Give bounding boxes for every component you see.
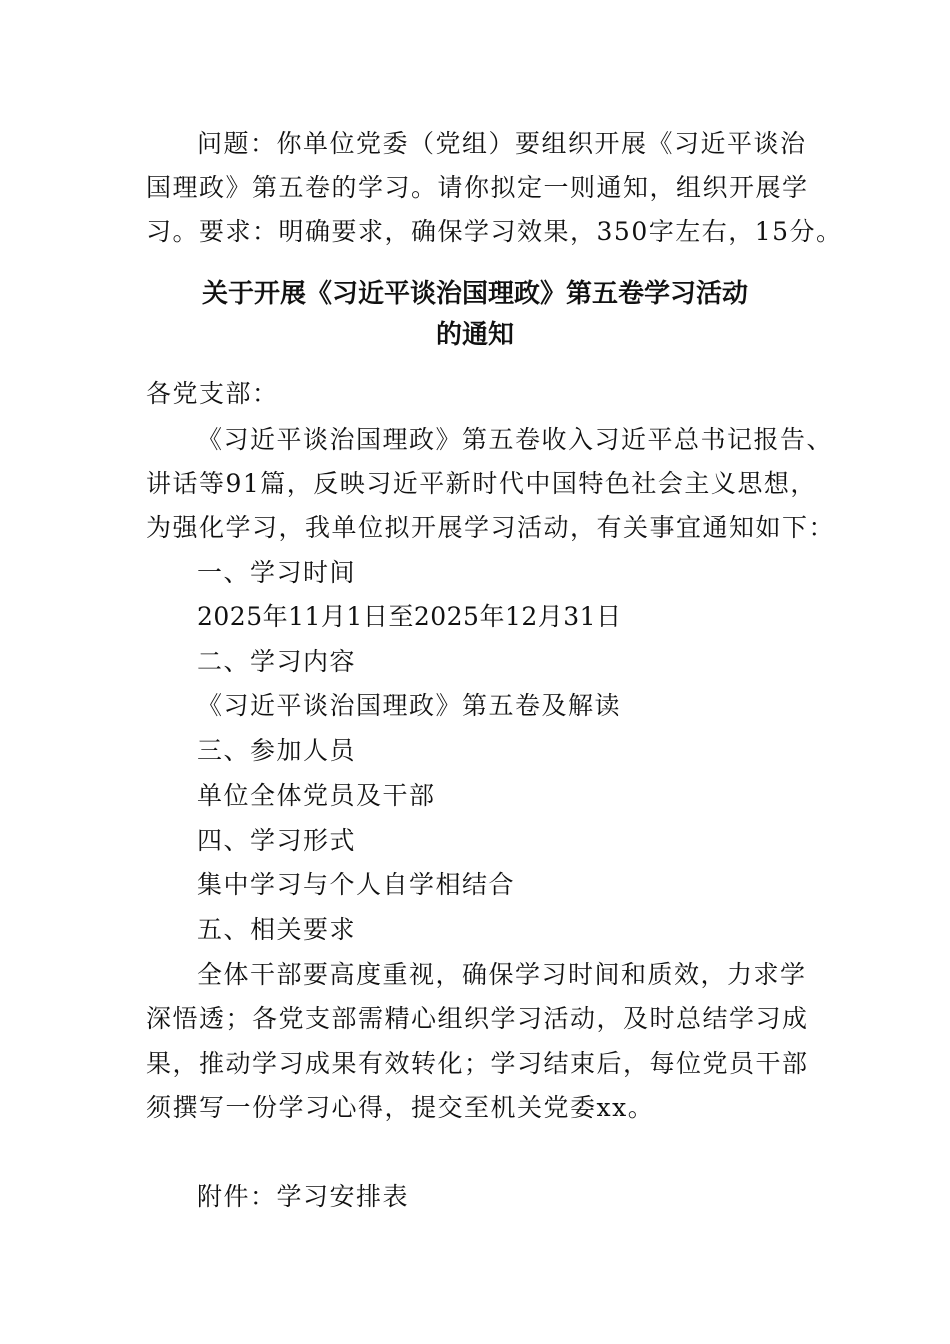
section-content-content: 《习近平谈治国理政》第五卷及解读 bbox=[197, 691, 622, 720]
notice-title-line-2: 的通知 bbox=[435, 320, 514, 350]
intro-line-1: 《习近平谈治国理政》第五卷收入习近平总书记报告、 bbox=[197, 425, 834, 454]
section-content-participants: 单位全体党员及干部 bbox=[197, 781, 436, 810]
requirements-line-4: 须撰写一份学习心得，提交至机关党委xx。 bbox=[146, 1093, 655, 1122]
intro-line-3: 为强化学习，我单位拟开展学习活动，有关事宜通知如下： bbox=[146, 513, 836, 542]
section-heading-time: 一、学习时间 bbox=[197, 558, 357, 587]
section-heading-content: 二、学习内容 bbox=[197, 647, 357, 676]
attachment: 附件：学习安排表 bbox=[197, 1182, 410, 1211]
question-line-2: 国理政》第五卷的学习。请你拟定一则通知，组织开展学 bbox=[146, 173, 809, 202]
section-heading-participants: 三、参加人员 bbox=[197, 736, 357, 765]
requirements-line-2: 深悟透；各党支部需精心组织学习活动，及时总结学习成 bbox=[146, 1004, 809, 1033]
section-content-time: 2025年11月1日至2025年12月31日 bbox=[197, 602, 622, 631]
intro-line-2: 讲话等91篇，反映习近平新时代中国特色社会主义思想， bbox=[146, 469, 817, 498]
question-line-1: 问题：你单位党委（党组）要组织开展《习近平谈治 bbox=[197, 129, 807, 158]
requirements-line-1: 全体干部要高度重视，确保学习时间和质效，力求学 bbox=[197, 960, 807, 989]
section-content-format: 集中学习与个人自学相结合 bbox=[197, 870, 516, 899]
section-heading-format: 四、学习形式 bbox=[197, 826, 357, 855]
salutation: 各党支部： bbox=[146, 379, 279, 408]
requirements-line-3: 果，推动学习成果有效转化；学习结束后，每位党员干部 bbox=[146, 1049, 809, 1078]
question-line-3: 习。要求：明确要求，确保学习效果，350字左右，15分。 bbox=[146, 217, 843, 246]
notice-title-line-1: 关于开展《习近平谈治国理政》第五卷学习活动 bbox=[201, 279, 748, 309]
section-heading-requirements: 五、相关要求 bbox=[197, 915, 357, 944]
